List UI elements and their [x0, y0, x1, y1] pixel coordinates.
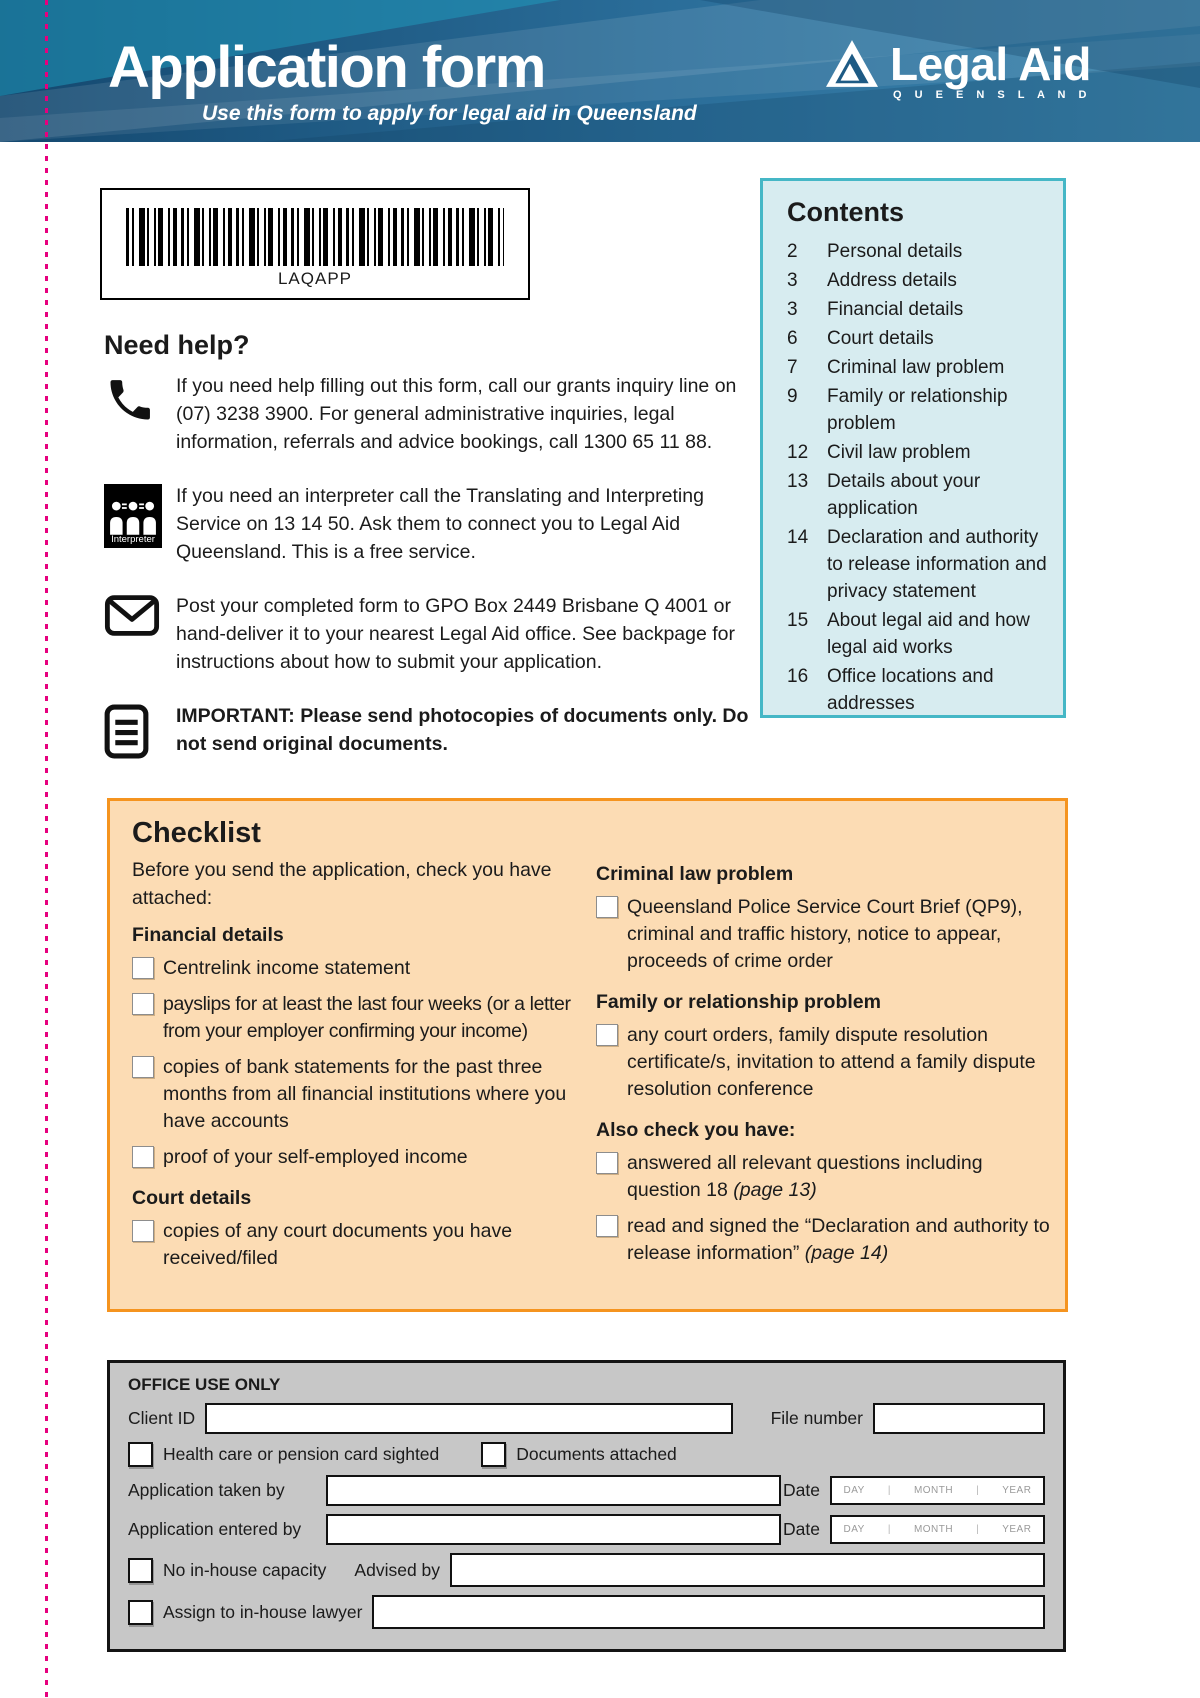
need-help-important-text: IMPORTANT: Please send photocopies of documents only. Do not send original documents. [176, 705, 749, 755]
checklist-intro: Before you send the application, check you have attached: [132, 859, 552, 909]
checklist-criminal-heading: Criminal law problem [596, 863, 794, 885]
need-help-interpreter-text: If you need an interpreter call the Translating and Interpreting Service on 13 14 50. Ask them to connect you to Legal Aid Queensland. This is a free service. [176, 485, 704, 563]
file-number-field[interactable] [873, 1403, 1045, 1434]
page-title: Application form [108, 35, 545, 100]
toc-item-declaration: 14 Declaration and authority to release information and privacy statement [787, 527, 1047, 602]
checkbox-read-signed[interactable] [596, 1215, 618, 1237]
document-icon [104, 704, 149, 759]
legal-aid-triangle-icon [826, 40, 878, 87]
no-capacity-label: No in-house capacity [163, 1559, 327, 1580]
checkbox-court-orders[interactable] [596, 1024, 618, 1046]
toc-item-financial-details: 3 Financial details [787, 299, 964, 320]
phone-icon [104, 374, 156, 426]
checkbox-assign-lawyer[interactable] [128, 1600, 153, 1625]
checklist-item-qp9: Queensland Police Service Court Brief (QP9), criminal and traffic history, notice to appear, proceeds of crime order [596, 894, 1052, 975]
entered-by-field[interactable] [326, 1514, 781, 1545]
contents-heading: Contents [787, 197, 904, 227]
checklist-also-heading: Also check you have: [596, 1119, 796, 1141]
office-row-entered-by [128, 1514, 1045, 1545]
checklist-item-self-employed: proof of your self-employed income [132, 1144, 580, 1171]
checklist-court-heading: Court details [132, 1187, 252, 1209]
client-id-field[interactable] [205, 1403, 733, 1434]
entered-by-label: Application entered by [128, 1519, 302, 1539]
checklist-right-column [596, 863, 1052, 1276]
need-help-section [104, 372, 759, 785]
checklist-item-read-signed: read and signed the “Declaration and authority to release information” (page 14) [596, 1213, 1052, 1267]
page-header [0, 0, 1200, 142]
need-help-post-text: Post your completed form to GPO Box 2449 Brisbane Q 4001 or hand-deliver it to your nearest Legal Aid office. See backpage for instructions about how to submit your application. [176, 595, 735, 673]
documents-attached-label: Documents attached [516, 1444, 677, 1464]
checklist-heading: Checklist [132, 817, 261, 849]
toc-item-family-problem: 9 Family or relationship problem [787, 386, 1008, 434]
toc-item-personal-details: 2 Personal details [787, 241, 963, 262]
barcode [126, 208, 504, 266]
office-row-ids [128, 1403, 1045, 1434]
checkbox-court-documents[interactable] [132, 1220, 154, 1242]
need-help-interpreter-row [104, 482, 759, 566]
toc-item-application-details: 13 Details about your application [787, 471, 981, 519]
need-help-heading: Need help? [104, 330, 250, 360]
need-help-post-row [104, 592, 759, 676]
advised-by-label: Advised by [354, 1559, 441, 1580]
page-subtitle: Use this form to apply for legal aid in Queensland [202, 102, 697, 125]
checklist-financial-heading: Financial details [132, 924, 284, 946]
checklist-item-court-orders: any court orders, family dispute resolution certificate/s, invitation to attend a family dispute resolution conference [596, 1022, 1052, 1103]
toc-item-office-locations: 16 Office locations and addresses [787, 666, 994, 714]
contents-box [760, 178, 1066, 718]
office-use-heading: OFFICE USE ONLY [128, 1375, 281, 1394]
toc-item-address-details: 3 Address details [787, 270, 957, 291]
interpreter-icon [104, 484, 162, 548]
barcode-label: LAQAPP [277, 269, 353, 288]
toc-item-about-legal-aid: 15 About legal aid and how legal aid works [787, 610, 1030, 658]
legal-aid-logo [826, 40, 1092, 101]
taken-by-label: Application taken by [128, 1480, 285, 1500]
file-number-label: File number [770, 1408, 863, 1428]
checkbox-documents-attached[interactable] [481, 1442, 506, 1467]
logo-region: Q U E E N S L A N D [893, 89, 1092, 102]
logo-name: Legal Aid [890, 38, 1091, 90]
barcode-box [100, 188, 530, 300]
toc-item-court-details: 6 Court details [787, 328, 934, 349]
card-sighted-label: Health care or pension card sighted [163, 1444, 440, 1464]
assign-lawyer-field[interactable] [372, 1595, 1045, 1629]
checklist-box [107, 798, 1068, 1312]
checklist-item-bank-statements: copies of bank statements for the past three months from all financial institutions where you have accounts [132, 1054, 580, 1135]
office-row-checks [128, 1442, 1045, 1467]
checklist-family-heading: Family or relationship problem [596, 991, 881, 1013]
checkbox-no-capacity[interactable] [128, 1558, 153, 1583]
page-reference: (page 13) [733, 1179, 817, 1201]
page-reference: (page 14) [804, 1242, 889, 1264]
checkbox-card-sighted[interactable] [128, 1442, 153, 1467]
checklist-item-answered-questions: answered all relevant questions including question 18 (page 13) [596, 1150, 1052, 1204]
checkbox-payslips[interactable] [132, 993, 154, 1015]
toc-item-criminal-law: 7 Criminal law problem [787, 357, 1005, 378]
office-row-taken-by [128, 1475, 1045, 1506]
toc-item-civil-law: 12 Civil law problem [787, 442, 971, 463]
envelope-icon [104, 594, 160, 637]
entered-date-field[interactable]: DAY | MONTH | YEAR [830, 1515, 1045, 1544]
advised-by-field[interactable] [450, 1553, 1045, 1587]
date-label: Date [783, 1480, 820, 1500]
checkbox-centrelink[interactable] [132, 957, 154, 979]
taken-by-field[interactable] [326, 1475, 781, 1506]
cut-guide-line [45, 0, 48, 1698]
checklist-left-column [132, 817, 580, 1281]
checklist-item-centrelink: Centrelink income statement [132, 955, 580, 982]
taken-date-field[interactable]: DAY | MONTH | YEAR [830, 1476, 1045, 1505]
checkbox-qp9[interactable] [596, 896, 618, 918]
checkbox-bank-statements[interactable] [132, 1056, 154, 1078]
need-help-important-row [104, 702, 759, 759]
checklist-item-court-documents: copies of any court documents you have received/filed [132, 1218, 580, 1272]
checklist-item-payslips: payslips for at least the last four weeks (or a letter from your employer confirming your income) [132, 991, 580, 1045]
date-label: Date [783, 1519, 820, 1539]
need-help-phone-text: If you need help filling out this form, call our grants inquiry line on (07) 3238 3900. For general administrative inquiries, legal information, referrals and advice bookings, call 1300 65 11 88. [176, 375, 737, 453]
need-help-phone-row [104, 372, 759, 456]
office-row-assign [128, 1595, 1045, 1629]
checkbox-answered-questions[interactable] [596, 1152, 618, 1174]
office-use-box [107, 1360, 1066, 1652]
office-row-no-capacity [128, 1553, 1045, 1587]
assign-label: Assign to in-house lawyer [163, 1601, 363, 1622]
client-id-label: Client ID [128, 1408, 196, 1428]
interpreter-icon-label: Interpreter [111, 534, 155, 545]
checkbox-self-employed[interactable] [132, 1146, 154, 1168]
